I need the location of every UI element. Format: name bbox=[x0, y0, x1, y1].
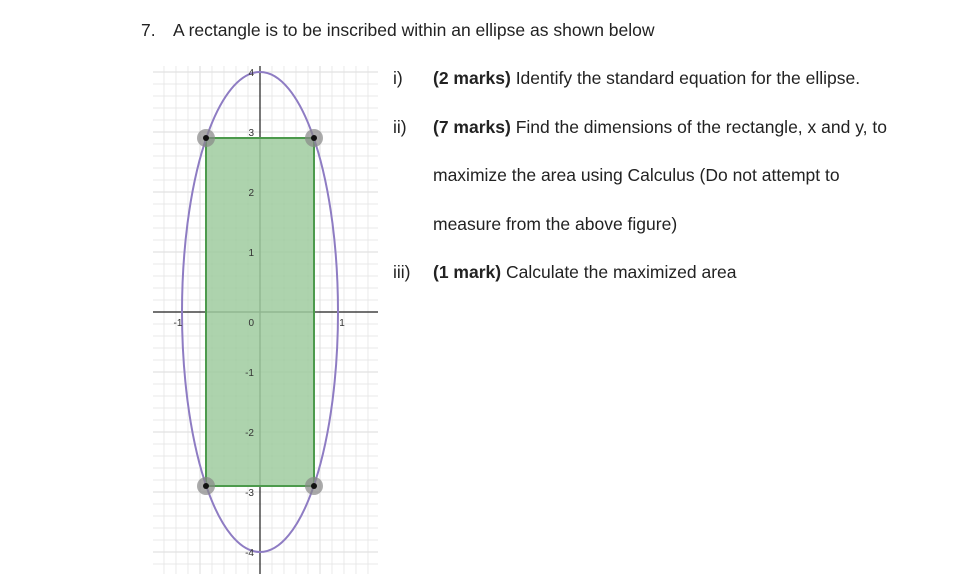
corner-point bbox=[311, 135, 317, 141]
part-i-marks: (2 marks) bbox=[433, 68, 511, 88]
y-tick-label: 1 bbox=[248, 248, 254, 259]
y-tick-label: -3 bbox=[245, 488, 254, 499]
y-tick-label: 0 bbox=[248, 318, 254, 329]
inscribed-rectangle bbox=[206, 138, 314, 486]
y-tick-label: -4 bbox=[245, 548, 254, 559]
part-ii-label: ii) bbox=[393, 117, 407, 137]
y-tick-label: 2 bbox=[248, 188, 254, 199]
part-iii-label: iii) bbox=[393, 262, 411, 282]
question-number: 7. bbox=[141, 20, 156, 40]
question-text: A rectangle is to be inscribed within an ellipse as shown below bbox=[173, 20, 655, 40]
part-iii-text: Calculate the maximized area bbox=[501, 262, 737, 282]
x-tick-label: 1 bbox=[339, 318, 345, 329]
y-tick-label: -2 bbox=[245, 428, 254, 439]
part-ii-marks: (7 marks) bbox=[433, 117, 511, 137]
y-tick-label: 3 bbox=[248, 128, 254, 139]
corner-point bbox=[203, 135, 209, 141]
part-iii-marks: (1 mark) bbox=[433, 262, 502, 282]
x-tick-label: -1 bbox=[173, 318, 183, 329]
corner-point bbox=[203, 483, 209, 489]
ellipse-rectangle-figure bbox=[0, 0, 400, 587]
corner-point bbox=[311, 483, 317, 489]
part-ii-continuation-1: maximize the area using Calculus (Do not attempt to bbox=[433, 165, 840, 185]
part-i-label: i) bbox=[393, 68, 403, 88]
y-tick-label: -1 bbox=[245, 368, 254, 379]
part-ii-text: Find the dimensions of the rectangle, x and y, to bbox=[510, 117, 887, 137]
part-ii-continuation-2: measure from the above figure) bbox=[433, 214, 678, 234]
part-i-text: Identify the standard equation for the ellipse. bbox=[510, 68, 861, 88]
y-tick-label: 4 bbox=[248, 68, 254, 79]
shapes bbox=[182, 72, 338, 552]
